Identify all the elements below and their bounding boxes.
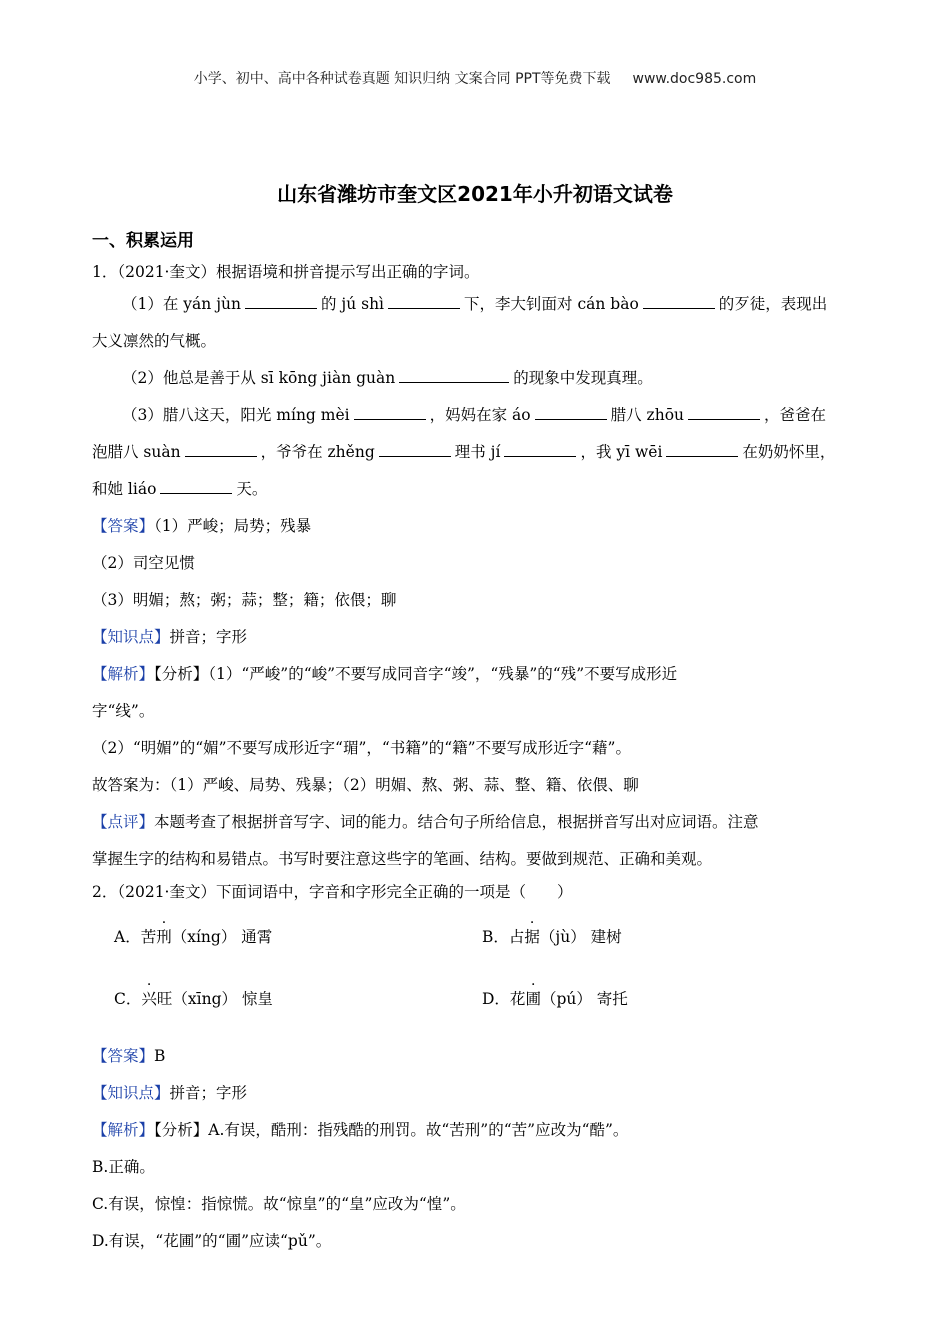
text: 腊八 zhōu bbox=[610, 406, 685, 424]
q1-answer-line1 bbox=[92, 508, 862, 545]
page-header bbox=[0, 68, 950, 88]
knowledge-tag: 【知识点】 bbox=[92, 628, 170, 646]
q1-part3-line2 bbox=[92, 434, 862, 471]
header-site-link[interactable]: www.doc985.com bbox=[632, 71, 757, 87]
text: 的 jú shì bbox=[320, 295, 385, 313]
comment-text: 本题考查了根据拼音写字、词的能力。结合句子所给信息，根据拼音写出对应词语。注意 bbox=[154, 813, 759, 831]
option-d-dotted-char: 圃 bbox=[525, 990, 541, 1008]
knowledge-text: 拼音；字形 bbox=[169, 1084, 248, 1102]
answer-tag: 【答案】 bbox=[92, 517, 155, 535]
spacer bbox=[92, 1030, 862, 1038]
answer-blank bbox=[666, 442, 738, 457]
text: （2）他总是善于从 sī kōng jiàn guàn bbox=[122, 369, 396, 387]
analysis-text: 【分析】（1）“严峻”的“峻”不要写成同音字“竣”，“残暴”的“残”不要写成形近 bbox=[154, 665, 678, 683]
text: ，我 yī wēi bbox=[580, 443, 663, 461]
q1-knowledge bbox=[92, 619, 862, 656]
comment-tag: 【点评】 bbox=[92, 813, 155, 831]
q2-analysis-a bbox=[92, 1112, 862, 1149]
answer-blank bbox=[160, 479, 232, 494]
text: 的歹徒，表现出 bbox=[718, 295, 828, 313]
q2-analysis-b: B.正确。 bbox=[92, 1158, 155, 1176]
q2-stem: 2．（2021·奎文）下面词语中，字音和字形完全正确的一项是（ ） bbox=[92, 883, 573, 901]
option-a-post: （xíng） 通霄 bbox=[171, 928, 273, 946]
q1-analysis-line1 bbox=[92, 656, 862, 693]
option-d-post: （pú） 寄托 bbox=[540, 990, 628, 1008]
q1-answer-line3: （3）明媚；熬；粥；蒜；整；籍；依偎；聊 bbox=[92, 591, 397, 609]
analysis-text: 【分析】A.有误，酷刑：指残酷的刑罚。故“苦刑”的“苦”应改为“酷”。 bbox=[154, 1121, 629, 1139]
option-d-pre: D．花 bbox=[482, 990, 526, 1008]
q2-analysis-d: D.有误，“花圃”的“圃”应读“pǔ”。 bbox=[92, 1232, 332, 1250]
q2-options-row2 bbox=[92, 968, 862, 1030]
answer-blank bbox=[504, 442, 576, 457]
knowledge-text: 拼音；字形 bbox=[169, 628, 248, 646]
q1-part1-line2: 大义凛然的气概。 bbox=[92, 332, 217, 350]
option-c-dotted-char: 兴 bbox=[141, 990, 157, 1008]
q1-analysis-line3: （2）“明媚”的“媚”不要写成形近字“瑂”，“书籍”的“籍”不要写成形近字“藉”。 bbox=[92, 739, 631, 757]
q1-answer-line2: （2）司空见惯 bbox=[92, 554, 195, 572]
option-a[interactable] bbox=[114, 906, 272, 968]
text: ，妈妈在家 áo bbox=[429, 406, 531, 424]
q2-knowledge bbox=[92, 1075, 862, 1112]
option-c-post: 旺（xīng） 惊皇 bbox=[156, 990, 273, 1008]
section-heading: 一、积累运用 bbox=[92, 231, 194, 251]
text: 和她 liáo bbox=[92, 480, 157, 498]
document-body bbox=[92, 228, 862, 1260]
q1-part3-line3 bbox=[92, 471, 862, 508]
option-b-dotted-char: 据 bbox=[524, 928, 540, 946]
answer-blank bbox=[354, 405, 426, 420]
answer-blank bbox=[185, 442, 257, 457]
answer-text: B bbox=[154, 1047, 166, 1065]
text: 理书 jí bbox=[454, 443, 501, 461]
q1-part2 bbox=[92, 360, 862, 397]
answer-blank bbox=[388, 294, 460, 309]
text: 泡腊八 suàn bbox=[92, 443, 181, 461]
text: ，爷爷在 zhěng bbox=[260, 443, 375, 461]
q1-part1-line1 bbox=[92, 286, 862, 323]
q2-options-row1 bbox=[92, 906, 862, 968]
option-a-pre: A．苦 bbox=[114, 928, 157, 946]
q1-stem: 1．（2021·奎文）根据语境和拼音提示写出正确的字词。 bbox=[92, 263, 480, 281]
q1-comment-line2: 掌握生字的结构和易错点。书写时要注意这些字的笔画、结构。要做到规范、正确和美观。 bbox=[92, 850, 713, 868]
header-text: 小学、初中、高中各种试卷真题 知识归纳 文案合同 PPT等免费下载 bbox=[193, 71, 611, 87]
q1-part3-line1 bbox=[92, 397, 862, 434]
answer-blank bbox=[535, 405, 607, 420]
q2-analysis-c: C.有误，惊惶：指惊慌。故“惊皇”的“皇”应改为“惶”。 bbox=[92, 1195, 466, 1213]
text: 在奶奶怀里， bbox=[742, 443, 836, 461]
knowledge-tag: 【知识点】 bbox=[92, 1084, 170, 1102]
option-c[interactable] bbox=[114, 968, 273, 1030]
text: 天。 bbox=[236, 480, 268, 498]
option-a-dotted-char: 刑 bbox=[156, 928, 172, 946]
text: （1）在 yán jùn bbox=[122, 295, 241, 313]
text: ，爸爸在 bbox=[764, 406, 827, 424]
answer-blank bbox=[379, 442, 451, 457]
answer-blank bbox=[399, 368, 509, 383]
answer-blank bbox=[643, 294, 715, 309]
option-b-post: （jù） 建树 bbox=[539, 928, 622, 946]
text: 下，李大钊面对 cán bào bbox=[464, 295, 639, 313]
option-b[interactable] bbox=[482, 906, 622, 968]
text: 的现象中发现真理。 bbox=[513, 369, 653, 387]
q1-analysis-line4: 故答案为：（1）严峻、局势、残暴；（2）明媚、熬、粥、蒜、整、籍、依偎、聊 bbox=[92, 776, 639, 794]
option-b-pre: B．占 bbox=[482, 928, 525, 946]
q1-analysis-line2: 字“线”。 bbox=[92, 702, 155, 720]
answer-blank bbox=[688, 405, 760, 420]
analysis-tag: 【解析】 bbox=[92, 1121, 155, 1139]
answer-blank bbox=[245, 294, 317, 309]
q2-answer bbox=[92, 1038, 862, 1075]
q1-comment-line1 bbox=[92, 804, 862, 841]
option-c-pre: C． bbox=[114, 990, 142, 1008]
analysis-tag: 【解析】 bbox=[92, 665, 155, 683]
option-d[interactable] bbox=[482, 968, 628, 1030]
text: （3）腊八这天，阳光 míng mèi bbox=[122, 406, 350, 424]
answer-text: （1）严峻；局势；残暴 bbox=[154, 517, 312, 535]
page-title: 山东省潍坊市奎文区2021年小升初语文试卷 bbox=[277, 182, 673, 206]
answer-tag: 【答案】 bbox=[92, 1047, 155, 1065]
